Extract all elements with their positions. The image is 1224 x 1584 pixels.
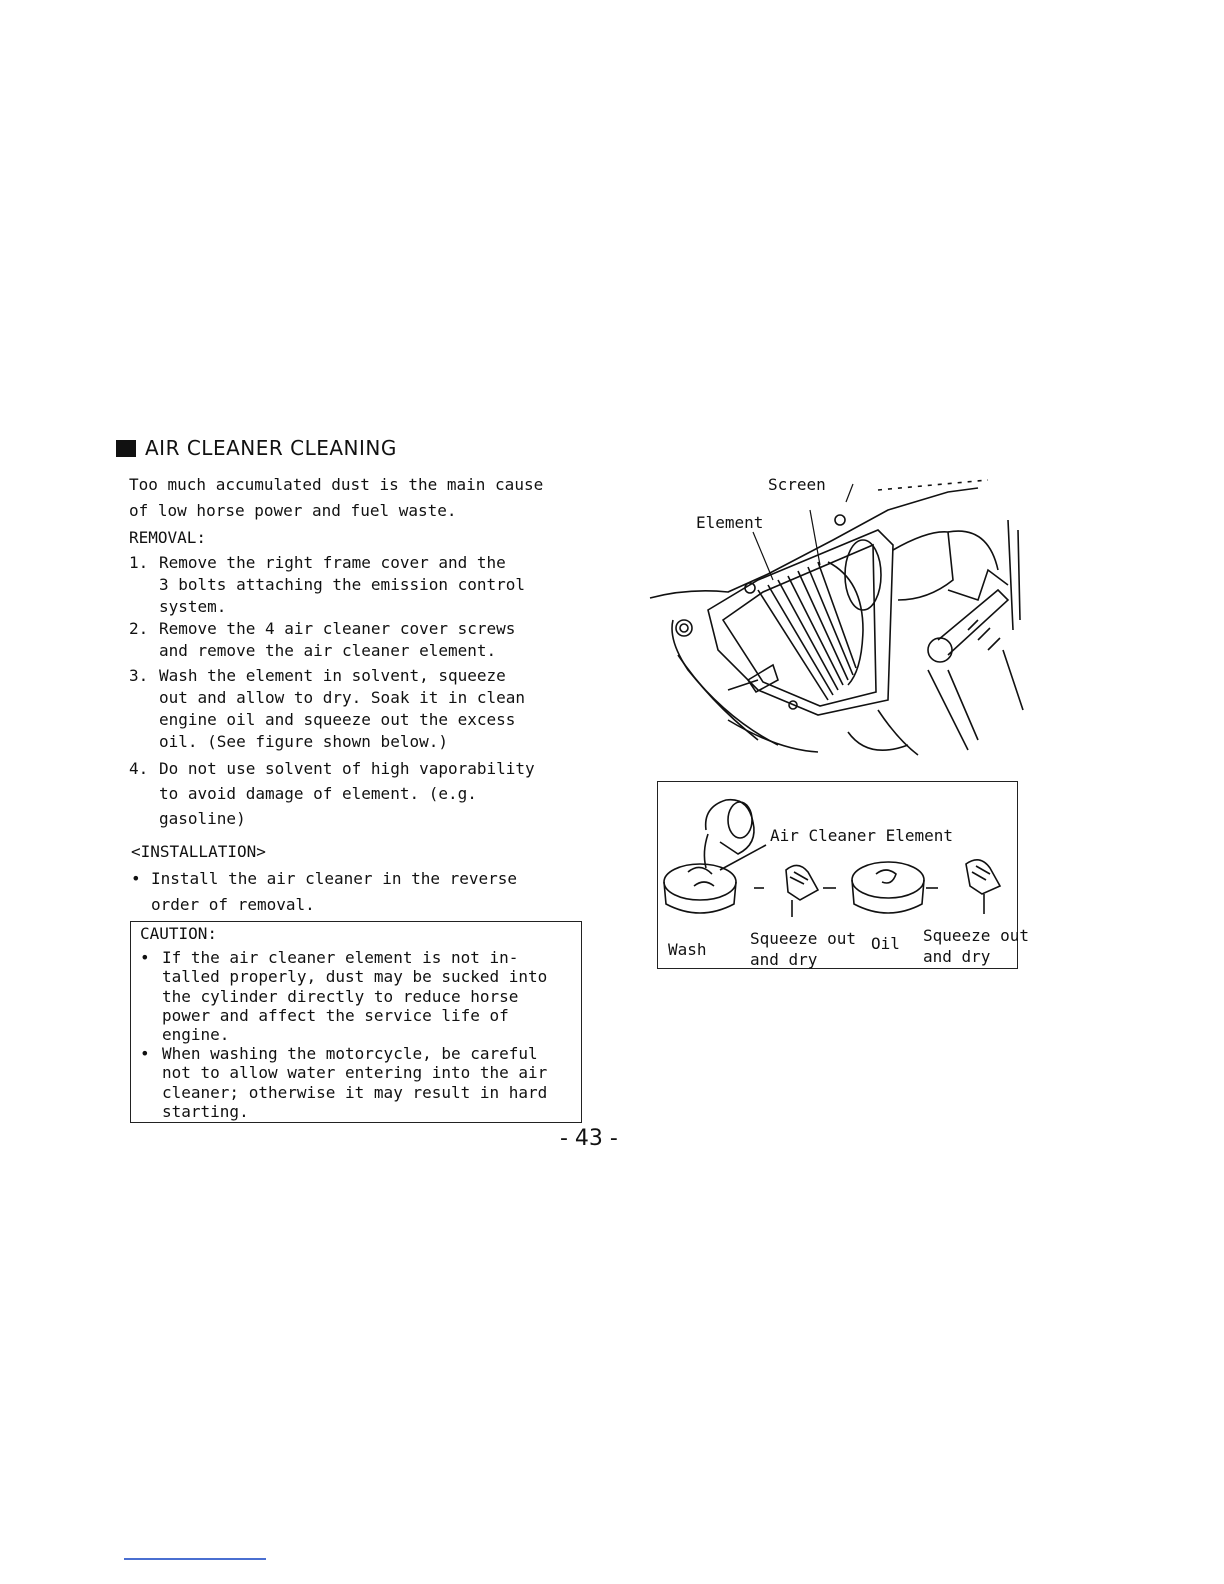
bullet: • <box>140 1044 150 1064</box>
black-square-icon <box>116 440 136 457</box>
label-squeeze-dry-2 <box>923 925 1029 967</box>
caution-line: If the air cleaner element is not in- <box>162 948 519 968</box>
label-line: and dry <box>750 950 818 969</box>
label-air-cleaner-element: Air Cleaner Element <box>770 826 954 845</box>
intro-paragraph <box>129 472 543 524</box>
caution-line: starting. <box>162 1101 249 1121</box>
caution-bullet <box>140 1044 573 1121</box>
step-line: out and allow to dry. Soak it in clean <box>159 688 526 707</box>
removal-step <box>129 665 589 753</box>
removal-step <box>129 756 589 831</box>
caution-line: power and affect the service life of <box>162 1005 509 1025</box>
step-line: gasoline) <box>159 809 246 828</box>
caution-line: not to allow water entering into the air <box>162 1063 548 1083</box>
caution-heading: CAUTION: <box>140 924 218 943</box>
step-number: 4. <box>129 759 149 778</box>
step-number: 2. <box>129 619 149 638</box>
label-element: Element <box>696 513 764 532</box>
removal-steps <box>129 552 589 831</box>
cleaning-steps-figure <box>657 781 1029 969</box>
intro-line: of low horse power and fuel waste. <box>129 501 457 520</box>
removal-step <box>129 618 589 662</box>
step-line: engine oil and squeeze out the excess <box>159 710 516 729</box>
step-line: 3 bolts attaching the emission control <box>159 575 526 594</box>
installation-line: order of removal. <box>151 895 315 914</box>
removal-heading: REMOVAL: <box>129 528 207 547</box>
caution-bullet <box>140 948 573 1044</box>
label-oil: Oil <box>871 934 900 953</box>
caution-line: talled properly, dust may be sucked into <box>162 967 548 987</box>
caution-line: engine. <box>162 1025 230 1045</box>
bullet: • <box>140 948 150 968</box>
step-line: Do not use solvent of high vaporability <box>159 759 535 778</box>
installation-heading: <INSTALLATION> <box>131 842 266 861</box>
label-squeeze-dry-1 <box>750 928 856 970</box>
step-line: to avoid damage of element. (e.g. <box>159 784 477 803</box>
step-line: oil. (See figure shown below.) <box>159 732 448 751</box>
removal-step <box>129 552 589 618</box>
step-line: and remove the air cleaner element. <box>159 641 497 660</box>
caution-line: the cylinder directly to reduce horse <box>162 986 519 1006</box>
footer-rule <box>124 1558 266 1560</box>
intro-line: Too much accumulated dust is the main cause <box>129 475 544 494</box>
caution-line: When washing the motorcycle, be careful <box>162 1044 538 1064</box>
caution-box <box>130 921 582 1123</box>
page-number: - 43 - <box>560 1126 618 1151</box>
caution-line: cleaner; otherwise it may result in hard <box>162 1082 548 1102</box>
step-number: 1. <box>129 553 149 572</box>
section-title: AIR CLEANER CLEANING <box>145 436 397 460</box>
step-line: Remove the 4 air cleaner cover screws <box>159 619 516 638</box>
step-line: Remove the right frame cover and the <box>159 553 506 572</box>
section-heading <box>116 436 397 460</box>
step-line: system. <box>159 597 227 616</box>
bullet: • <box>131 869 141 888</box>
installation-line: Install the air cleaner in the reverse <box>151 869 518 888</box>
air-cleaner-assembly-figure <box>648 470 1028 760</box>
installation-item <box>131 866 517 918</box>
step-number: 3. <box>129 666 149 685</box>
label-screen: Screen <box>768 475 826 494</box>
label-line: Squeeze out <box>923 926 1029 945</box>
label-line: Squeeze out <box>750 929 856 948</box>
step-line: Wash the element in solvent, squeeze <box>159 666 506 685</box>
label-wash: Wash <box>668 940 707 959</box>
label-line: and dry <box>923 947 991 966</box>
